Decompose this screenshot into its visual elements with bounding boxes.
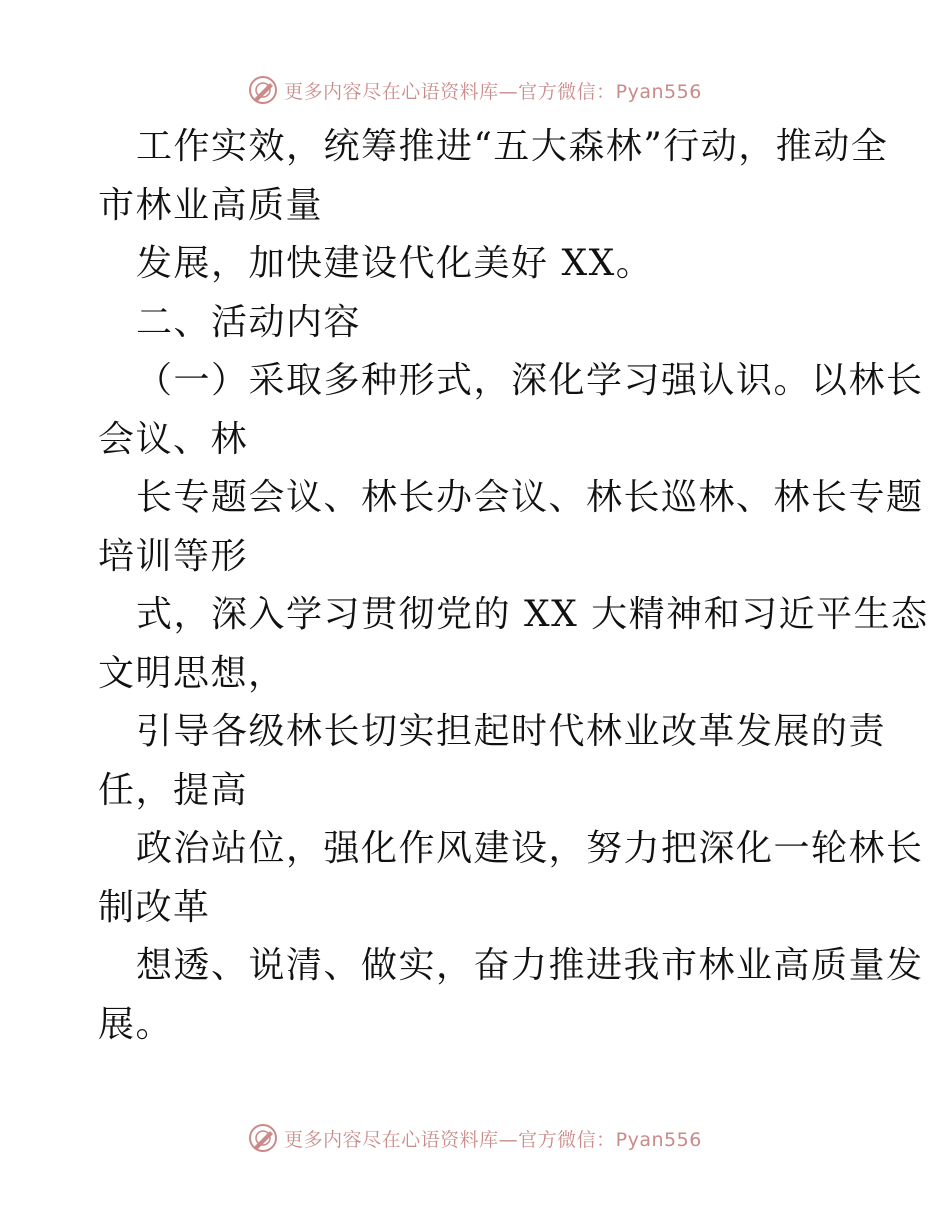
watermark-footer — [0, 1118, 950, 1158]
watermark-text: 更多内容尽在心语资料库—官方微信：Pyan556 — [284, 1128, 702, 1151]
paragraph-line: 文明思想， — [98, 652, 286, 694]
paragraph-line: 想透、说清、做实，奋力推进我市林业高质量发 — [136, 945, 924, 986]
paragraph-line: 发展，加快建设代化美好 XX。 — [136, 243, 654, 284]
document-body — [98, 118, 929, 1054]
paragraph-line: 展。 — [98, 1003, 174, 1045]
paragraph-line: （一）采取多种形式，深化学习强认识。以林长 — [136, 360, 924, 401]
section-heading: 二、活动内容 — [136, 301, 362, 343]
paragraph-line: 政治站位，强化作风建设，努力把深化一轮林长 — [136, 828, 924, 869]
paragraph-line: 制改革 — [98, 886, 211, 928]
paragraph-line: 长专题会议、林长办会议、林长巡林、林长专题 — [136, 477, 924, 518]
paragraph-line: 引导各级林长切实担起时代林业改革发展的责 — [136, 711, 887, 752]
paragraph-line: 式，深入学习贯彻党的 XX 大精神和习近平生态 — [136, 594, 929, 635]
paragraph-line: 工作实效，统筹推进“五大森林”行动，推动全 — [136, 126, 889, 167]
pen-circle-logo-icon — [248, 1123, 278, 1153]
paragraph-line: 培训等形 — [98, 535, 249, 577]
paragraph-line: 任，提高 — [98, 769, 249, 811]
watermark-header — [0, 70, 950, 110]
pen-circle-logo-icon — [248, 75, 278, 105]
watermark-text: 更多内容尽在心语资料库—官方微信：Pyan556 — [284, 80, 702, 103]
paragraph-line: 市林业高质量 — [98, 184, 324, 226]
paragraph-line: 会议、林 — [98, 418, 249, 460]
